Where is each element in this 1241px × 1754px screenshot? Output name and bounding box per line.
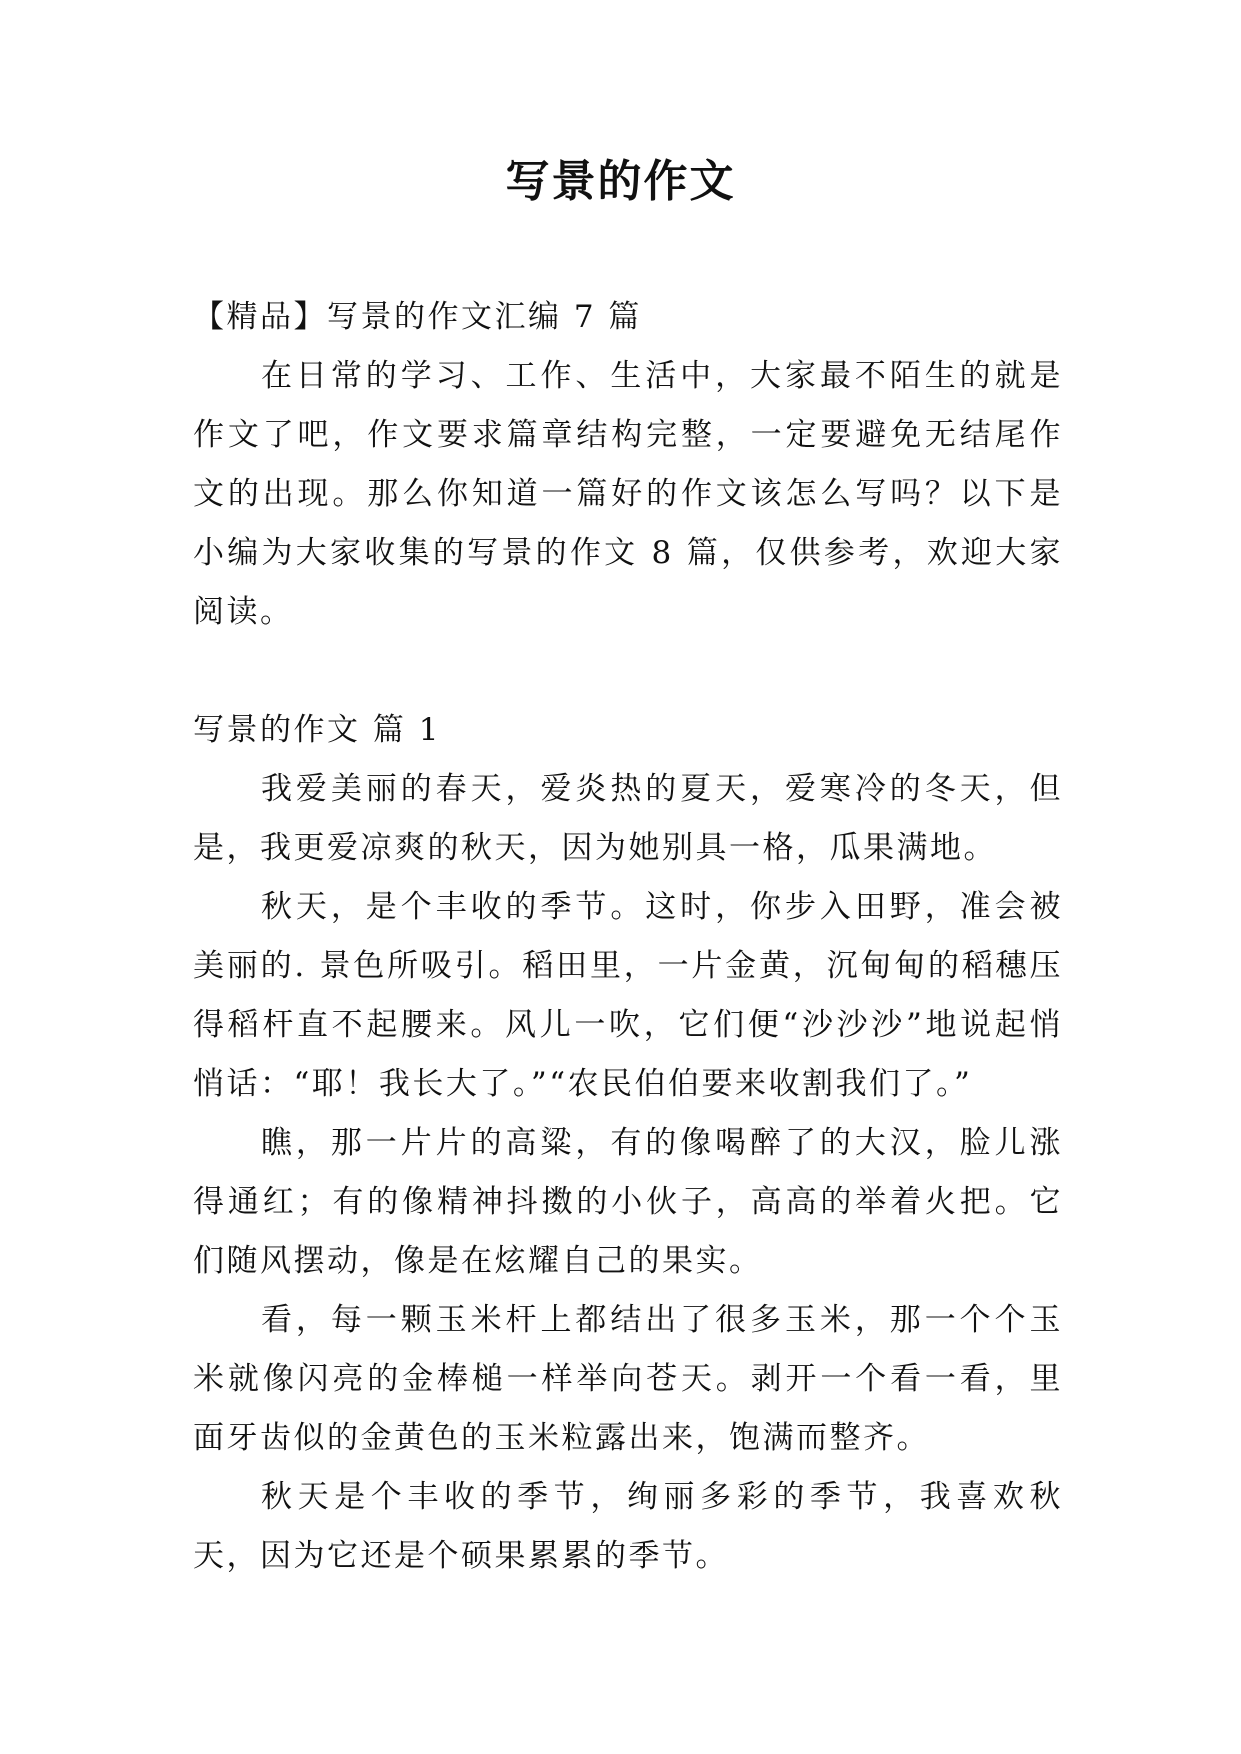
paragraph-5: 秋天是个丰收的季节，绚丽多彩的季节，我喜欢秋天，因为它还是个硕果累累的季节。 xyxy=(193,1479,1063,1574)
essay-section-1 xyxy=(193,701,1063,1586)
document-body xyxy=(193,288,1063,1586)
section-heading: 写景的作文 篇 1 xyxy=(193,712,441,748)
paragraph-4: 看，每一颗玉米杆上都结出了很多玉米，那一个个玉米就像闪亮的金棒槌一样举向苍天。剥开一个看一看，里面牙齿似的金黄色的玉米粒露出来，饱满而整齐。 xyxy=(193,1302,1063,1456)
intro-paragraph: 在日常的学习、工作、生活中，大家最不陌生的就是作文了吧，作文要求篇章结构完整，一定要避免无结尾作文的出现。那么你知道一篇好的作文该怎么写吗？以下是小编为大家收集的写景的作文 8 篇，仅供参考，欢迎大家阅读。 xyxy=(193,358,1063,630)
document-subtitle: 【精品】写景的作文汇编 7 篇 xyxy=(193,299,642,335)
document-title: 写景的作文 xyxy=(505,156,736,207)
paragraph-1: 我爱美丽的春天，爱炎热的夏天，爱寒冷的冬天，但是，我更爱凉爽的秋天，因为她别具一格，瓜果满地。 xyxy=(193,771,1063,866)
paragraph-3: 瞧，那一片片的高粱，有的像喝醉了的大汉，脸儿涨得通红；有的像精神抖擞的小伙子，高高的举着火把。它们随风摆动，像是在炫耀自己的果实。 xyxy=(193,1125,1063,1279)
paragraph-2: 秋天，是个丰收的季节。这时，你步入田野，准会被美丽的. 景色所吸引。稻田里，一片金黄，沉甸甸的稻穗压得稻杆直不起腰来。风儿一吹，它们便“沙沙沙”地说起悄悄话：“耶！我长大了。”“农民伯伯要来收割我们了。” xyxy=(193,889,1063,1102)
